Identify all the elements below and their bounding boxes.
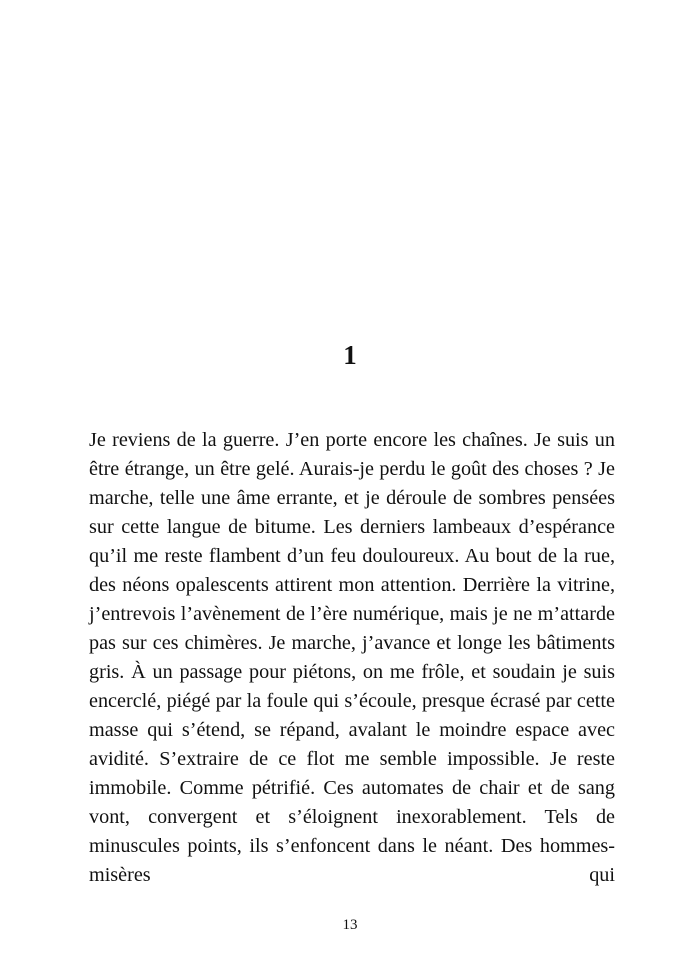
page-number: 13 xyxy=(342,917,358,933)
chapter-number: 1 xyxy=(343,340,357,370)
body-paragraph: Je reviens de la guerre. J’en porte encore les chaînes. Je suis un être étrange, un être gelé. Aurais-je perdu le goût des choses ? Je marche, telle une âme errante, et je déroule de sombres pensées sur cette langue de bitume. Les derniers lambeaux d’espérance qu’il me reste flambent d’un feu douloureux. Au bout de la rue, des néons opalescents attirent mon attention. Derrière la vitrine, j’entrevois l’avènement de l’ère numérique, mais je ne m’attarde pas sur ces chimères. Je marche, j’avance et longe les bâtiments gris. À un passage pour piétons, on me frôle, et soudain je suis encerclé, piégé par la foule qui s’écoule, presque écrasé par cette masse qui s’étend, se répand, avalant le moindre espace avec avidité. S’extraire de ce flot me semble impossible. Je reste immobile. Comme pétrifié. Ces automates de chair et de sang vont, convergent et s’éloignent inexorablement. Tels de minuscules points, ils s’enfoncent dans le néant. Des hommes-misères qui xyxy=(89,429,615,886)
